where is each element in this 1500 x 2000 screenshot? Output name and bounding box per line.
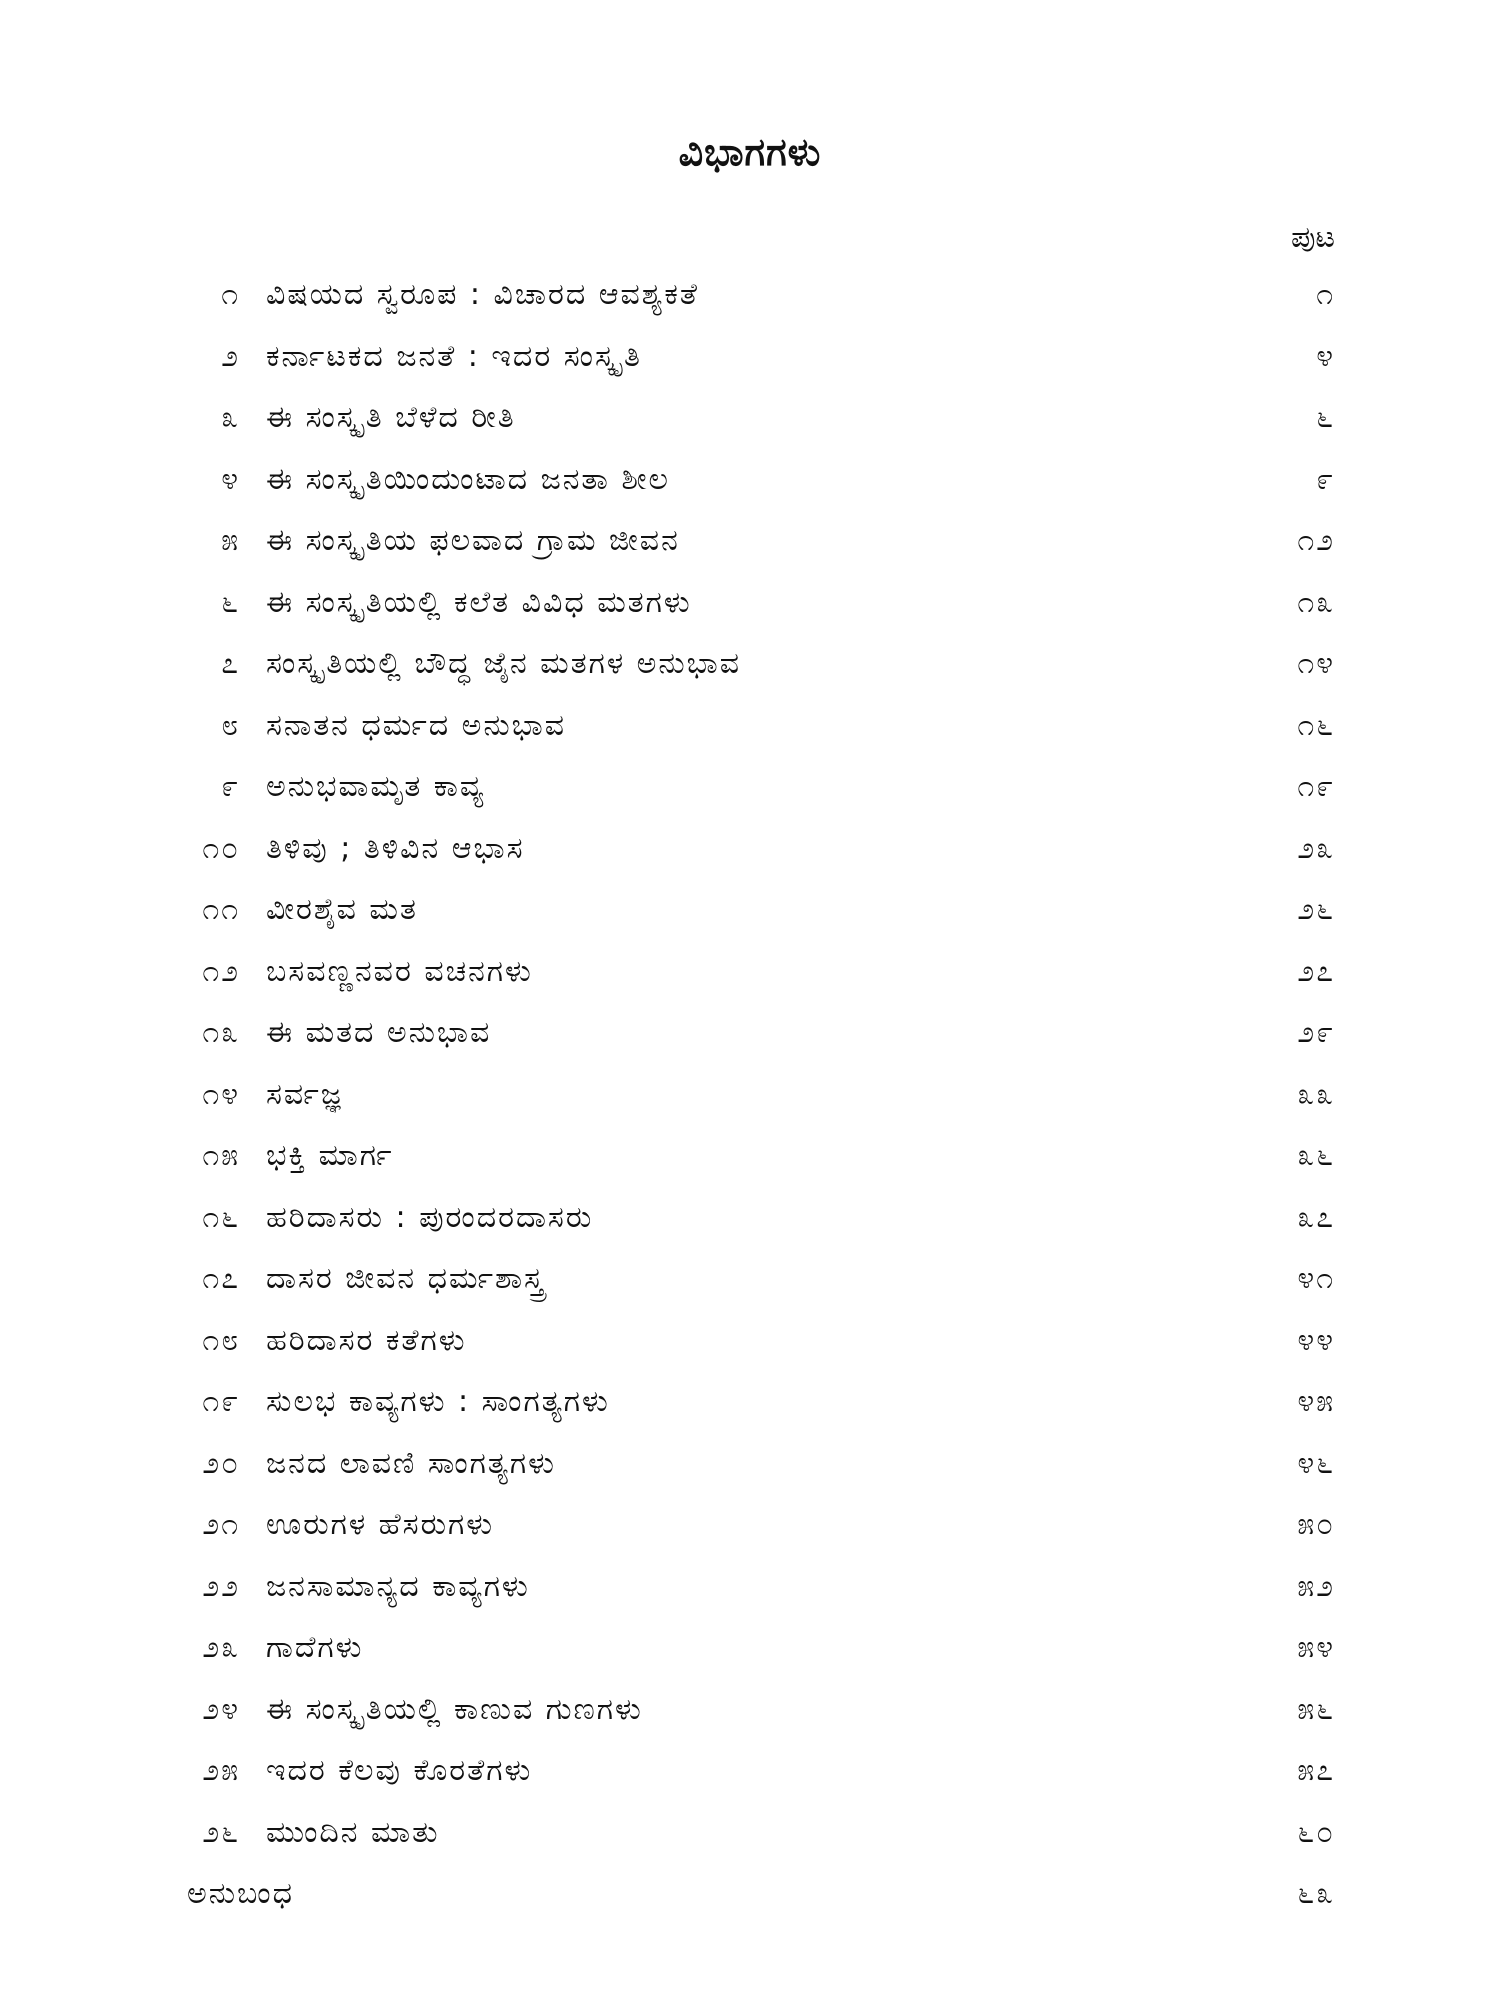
toc-entry	[170, 521, 1335, 583]
entry-title: ಬಸವಣ್ಣನವರ ವಚನಗಳು	[266, 953, 533, 989]
entry-title: ಮುಂದಿನ ಮಾತು	[266, 1814, 440, 1850]
entry-title: ಈ ಸಂಸ್ಕೃತಿಯಲ್ಲಿ ಕಾಣುವ ಗುಣಗಳು	[266, 1691, 643, 1727]
toc-entry	[170, 460, 1335, 522]
toc-entry	[170, 890, 1335, 952]
entry-page: ೨೯	[1297, 1015, 1335, 1050]
toc-entry	[170, 1628, 1335, 1690]
entry-number: ೧೦	[202, 830, 240, 866]
entry-number: ೧	[221, 277, 240, 312]
entry-title: ಗಾದೆಗಳು	[266, 1630, 364, 1665]
entry-page: ೪	[1316, 338, 1335, 374]
entry-number: ೧೯	[202, 1384, 240, 1419]
entry-number: ೫	[221, 523, 240, 558]
entry-title: ದಾಸರ ಜೀವನ ಧರ್ಮಶಾಸ್ತ್ರ	[266, 1261, 546, 1296]
entry-title: ಈ ಸಂಸ್ಕೃತಿಯಿಂದುಂಟಾದ ಜನತಾ ಶೀಲ	[266, 461, 670, 497]
entry-number: ೩	[221, 400, 240, 435]
entry-page: ೪೧	[1297, 1261, 1335, 1296]
entry-page: ೫೬	[1297, 1691, 1335, 1727]
entry-number: ೨೦	[202, 1445, 240, 1481]
toc-entry	[170, 1505, 1335, 1567]
appendix-page: ೬೩	[1297, 1876, 1335, 1911]
appendix-title: ಅನುಬಂಧ	[187, 1876, 294, 1911]
toc-entry	[170, 1690, 1335, 1752]
entry-title: ಸಂಸ್ಕೃತಿಯಲ್ಲಿ ಬೌದ್ಧ ಜೈನ ಮತಗಳ ಅನುಭಾವ	[266, 646, 741, 681]
entry-page: ೬	[1316, 400, 1335, 435]
toc-entry	[170, 1259, 1335, 1321]
entry-title: ಈ ಮತದ ಅನುಭಾವ	[266, 1015, 492, 1050]
entry-title: ಭಕ್ತಿ ಮಾರ್ಗ	[266, 1138, 394, 1173]
toc-entry	[170, 337, 1335, 399]
toc-entry	[170, 1444, 1335, 1506]
entry-title: ವಿಷಯದ ಸ್ವರೂಪ : ವಿಚಾರದ ಆವಶ್ಯಕತೆ	[266, 277, 699, 312]
entry-number: ೯	[221, 769, 240, 804]
page-column-heading: ಪುಟ	[1290, 220, 1335, 255]
toc-entry	[170, 952, 1335, 1014]
entry-page: ೧	[1316, 277, 1335, 312]
entry-number: ೧೩	[202, 1015, 240, 1050]
entry-number: ೨೬	[202, 1814, 240, 1850]
toc-appendix-entry	[170, 1874, 1335, 1936]
toc-entry	[170, 644, 1335, 706]
entry-page: ೫೪	[1297, 1630, 1335, 1665]
toc-entry	[170, 583, 1335, 645]
entry-page: ೩೬	[1297, 1138, 1335, 1173]
page-title: ವಿಭಾಗಗಳು	[678, 130, 822, 174]
entry-number: ೨೫	[202, 1753, 240, 1788]
toc-entry	[170, 767, 1335, 829]
entry-title: ವೀರಶೈವ ಮತ	[266, 892, 418, 927]
toc-entry	[170, 1567, 1335, 1629]
entry-title: ಜನದ ಲಾವಣಿ ಸಾಂಗತ್ಯಗಳು	[266, 1445, 556, 1481]
toc-entry	[170, 1075, 1335, 1137]
entry-title: ಊರುಗಳ ಹೆಸರುಗಳು	[266, 1507, 495, 1542]
toc-entry	[170, 829, 1335, 891]
entry-number: ೬	[221, 584, 240, 620]
entry-page: ೨೩	[1297, 830, 1335, 866]
toc-entry	[170, 706, 1335, 768]
entry-number: ೧೪	[202, 1076, 240, 1112]
entry-title: ಸರ್ವಜ್ಞ	[266, 1076, 343, 1112]
entry-number: ೧೫	[202, 1138, 240, 1173]
entry-number: ೭	[221, 646, 240, 681]
entry-page: ೨೭	[1297, 953, 1335, 989]
entry-number: ೧೨	[202, 953, 240, 989]
entry-page: ೩೭	[1297, 1199, 1335, 1235]
entry-number: ೨೩	[202, 1630, 240, 1665]
entry-page: ೪೪	[1297, 1322, 1335, 1358]
entry-title: ಸುಲಭ ಕಾವ್ಯಗಳು : ಸಾಂಗತ್ಯಗಳು	[266, 1384, 610, 1419]
entry-title: ಅನುಭವಾಮೃತ ಕಾವ್ಯ	[266, 769, 486, 804]
entry-page: ೧೬	[1297, 707, 1335, 743]
entry-page: ೫೦	[1297, 1507, 1335, 1542]
entry-page: ೨೬	[1297, 892, 1335, 927]
toc-entry	[170, 1751, 1335, 1813]
entry-number: ೮	[221, 707, 240, 743]
entry-number: ೧೮	[202, 1322, 240, 1358]
toc-entry	[170, 1382, 1335, 1444]
entry-page: ೬೦	[1297, 1814, 1335, 1850]
toc-entry	[170, 1321, 1335, 1383]
entry-title: ಹರಿದಾಸರ ಕತೆಗಳು	[266, 1322, 467, 1358]
entry-title: ಹರಿದಾಸರು : ಪುರಂದರದಾಸರು	[266, 1199, 594, 1235]
entry-number: ೧೭	[202, 1261, 240, 1296]
entry-title: ಈ ಸಂಸ್ಕೃತಿಯಲ್ಲಿ ಕಲೆತ ವಿವಿಧ ಮತಗಳು	[266, 584, 692, 620]
entry-number: ೨೨	[202, 1568, 240, 1604]
entry-page: ೧೨	[1297, 523, 1335, 558]
entry-number: ೧೬	[202, 1199, 240, 1235]
entry-number: ೨೪	[202, 1691, 240, 1727]
toc-entry	[170, 398, 1335, 460]
entry-number: ೨	[221, 338, 240, 374]
entry-title: ಕರ್ನಾಟಕದ ಜನತೆ : ಇದರ ಸಂಸ್ಕೃತಿ	[266, 338, 642, 374]
entry-page: ೧೩	[1297, 584, 1335, 620]
entry-page: ೪೫	[1297, 1384, 1335, 1419]
entry-page: ೫೨	[1297, 1568, 1335, 1604]
entry-page: ೧೪	[1297, 646, 1335, 681]
toc-entry	[170, 1136, 1335, 1198]
entry-number: ೧೧	[202, 892, 240, 927]
entry-number: ೪	[221, 461, 240, 497]
entry-title: ತಿಳಿವು ; ತಿಳಿವಿನ ಆಭಾಸ	[266, 830, 525, 866]
entry-title: ಈ ಸಂಸ್ಕೃತಿಯ ಫಲವಾದ ಗ್ರಾಮ ಜೀವನ	[266, 523, 680, 558]
entry-page: ೯	[1316, 461, 1335, 497]
toc-entry	[170, 1813, 1335, 1875]
entry-number: ೨೧	[202, 1507, 240, 1542]
entry-title: ಸನಾತನ ಧರ್ಮದ ಅನುಭಾವ	[266, 707, 567, 743]
entry-title: ಜನಸಾಮಾನ್ಯದ ಕಾವ್ಯಗಳು	[266, 1568, 530, 1604]
entry-title: ಇದರ ಕೆಲವು ಕೊರತೆಗಳು	[266, 1753, 533, 1788]
entry-page: ೧೯	[1297, 769, 1335, 804]
entry-page: ೩೩	[1297, 1076, 1335, 1112]
entry-title: ಈ ಸಂಸ್ಕೃತಿ ಬೆಳೆದ ರೀತಿ	[266, 400, 516, 435]
table-of-contents	[170, 275, 1335, 1936]
toc-entry	[170, 1198, 1335, 1260]
toc-entry	[170, 1013, 1335, 1075]
toc-entry	[170, 275, 1335, 337]
entry-page: ೪೬	[1297, 1445, 1335, 1481]
entry-page: ೫೭	[1297, 1753, 1335, 1788]
